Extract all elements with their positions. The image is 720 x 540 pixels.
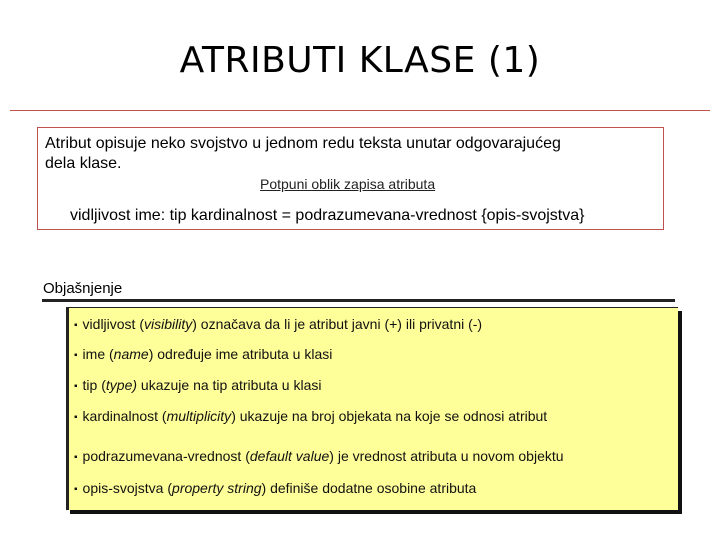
- bullet-icon: ▪: [74, 350, 78, 361]
- bullet-icon: ▪: [74, 412, 78, 423]
- bullet-icon: ▪: [74, 484, 78, 495]
- explanation-divider: [42, 299, 675, 302]
- page-title: ATRIBUTI KLASE (1): [179, 40, 541, 81]
- definition-text: [45, 134, 655, 174]
- syntax-caption: Potpuni oblik zapisa atributa: [260, 176, 436, 192]
- bullet-icon: ▪: [74, 381, 78, 392]
- list-item: ▪ ime (name) određuje ime atributa u klasi: [74, 346, 333, 362]
- definition-line-2: dela klase.: [45, 155, 122, 172]
- list-item: ▪ kardinalnost (multiplicity) ukazuje na broj objekata na koje se odnosi atribut: [74, 408, 548, 424]
- list-item: ▪ vidljivost (visibility) označava da li je atribut javni (+) ili privatni (-): [74, 316, 483, 332]
- explanation-label: Objašnjenje: [43, 280, 123, 297]
- bullet-icon: ▪: [74, 452, 78, 463]
- bullet-icon: ▪: [74, 320, 78, 331]
- attribute-syntax: vidljivost ime: tip kardinalnost = podrazumevana-vrednost {opis-svojstva}: [70, 207, 585, 224]
- list-item: ▪ tip (type) ukazuje na tip atributa u klasi: [74, 377, 322, 393]
- list-item: ▪ opis-svojstva (property string) definiše dodatne osobine atributa: [74, 480, 477, 496]
- definition-line-1: Atribut opisuje neko svojstvo u jednom redu teksta unutar odgovarajućeg: [45, 135, 561, 152]
- list-item: ▪ podrazumevana-vrednost (default value) je vrednost atributa u novom objektu: [74, 448, 564, 464]
- title-divider: [10, 110, 710, 111]
